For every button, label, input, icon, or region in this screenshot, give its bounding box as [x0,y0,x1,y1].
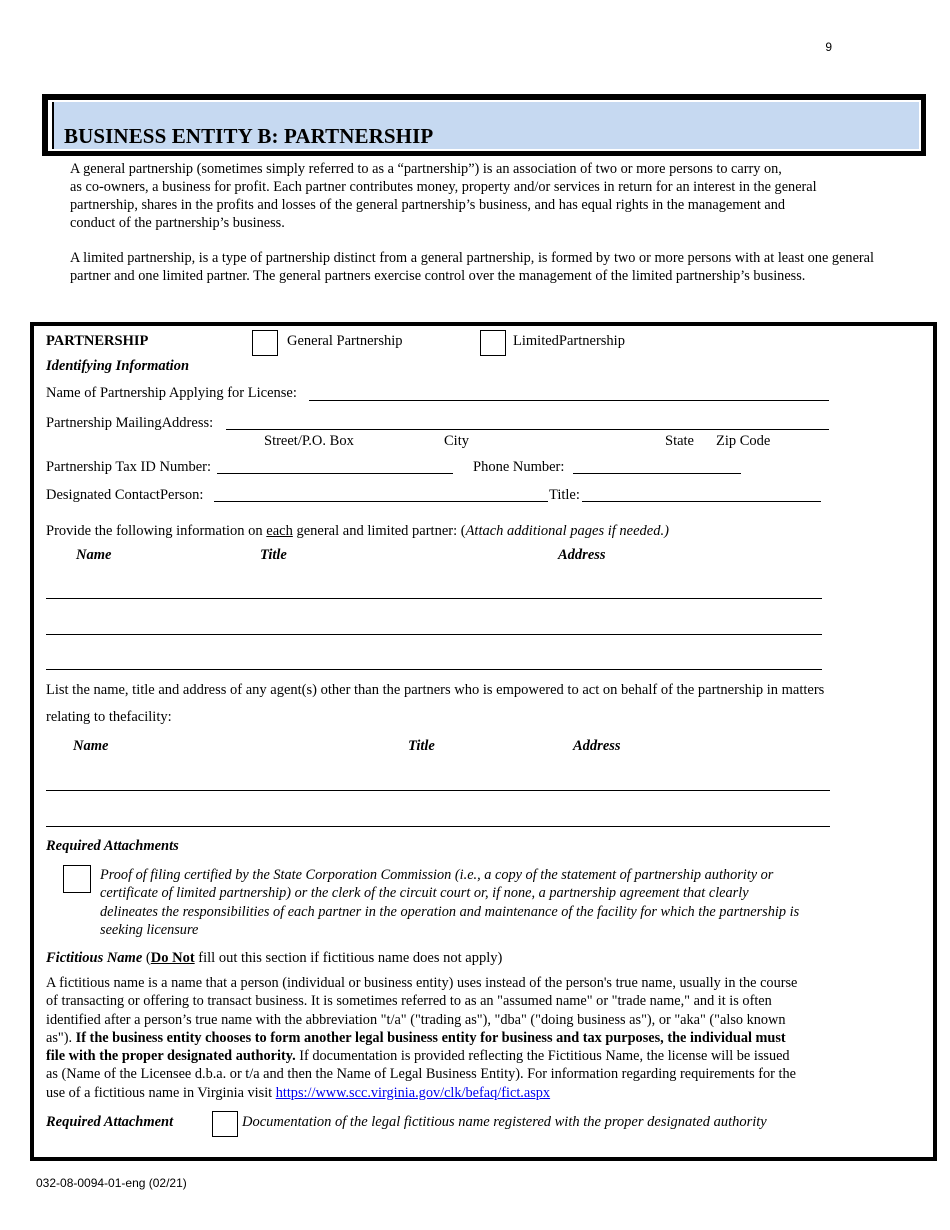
general-partnership-label: General Partnership [287,333,403,349]
fictitious-documentation-text: Documentation of the legal fictitious name registered with the proper designated authority [242,1114,767,1130]
phone-field[interactable] [573,473,741,474]
partners-prompt-emph: each [266,523,293,539]
agents-prompt-line2: relating to thefacility: [46,709,172,725]
partners-prompt [46,523,669,540]
phone-label: Phone Number: [473,459,565,475]
scc-fictitious-name-link[interactable]: https://www.scc.virginia.gov/clk/befaq/fict.aspx [275,1084,551,1101]
intro-line: as co-owners, a business for profit. Each partner contributes money, property and/or services in return for an interest in the general [70,179,817,195]
intro-line: conduct of the partnership’s business. [70,215,285,231]
city-sublabel: City [444,433,469,449]
partner-entry-line[interactable] [46,669,822,670]
limited-partnership-label: LimitedPartnership [513,333,625,349]
section-banner-fill [52,102,919,149]
mailing-address-field[interactable] [226,429,829,430]
fictitious-name-heading-row [46,950,502,967]
tax-id-field[interactable] [217,473,453,474]
required-attachments-heading: Required Attachments [46,838,179,854]
agent-entry-line[interactable] [46,790,830,791]
agents-col-address: Address [573,738,621,754]
required-attachment-label: Required Attachment [46,1114,174,1130]
agents-prompt-line1: List the name, title and address of any agent(s) other than the partners who is empowered to act on behalf of the partnership in matters [46,682,825,698]
partners-col-address: Address [558,547,606,563]
fictitious-rest: fill out this section if fictitious name does not apply) [194,950,503,966]
fictitious-line7-plain: use of a fictitious name in Virginia visit [46,1084,276,1101]
partners-prompt-prefix: Provide the following information on [46,523,267,539]
partners-prompt-middle: general and limited partner: ( [292,523,466,539]
general-partnership-checkbox[interactable] [252,330,278,356]
state-sublabel: State [665,433,694,449]
partnership-heading: PARTNERSHIP [46,333,149,349]
intro-line: A general partnership (sometimes simply referred to as a “partnership”) is an association of two or more persons to carry on, [70,161,782,177]
fictitious-line: as (Name of the Licensee d.b.a. or t/a and then the Name of Legal Business Entity). For information regarding requirements for the [46,1066,796,1083]
contact-title-field[interactable] [582,501,821,502]
contact-person-field[interactable] [214,501,548,502]
fictitious-name-description [46,974,846,1102]
mailing-address-label: Partnership MailingAddress: [46,415,214,431]
attachment-line: delineates the responsibilities of each partner in the operation and maintenance of the facility for which the partnership is [100,903,800,920]
tax-id-label: Partnership Tax ID Number: [46,459,212,475]
zip-sublabel: Zip Code [716,433,771,449]
agents-col-title: Title [408,738,435,754]
partners-col-name: Name [76,547,112,563]
partners-col-title: Title [260,547,287,563]
fictitious-do-not: Do Not [150,950,195,966]
contact-person-label: Designated ContactPerson: [46,487,204,503]
identifying-information-heading: Identifying Information [46,358,190,374]
contact-title-label: Title: [549,487,580,503]
fictitious-line5-plain: If documentation is provided reflecting the Fictitious Name, the license will be issued [295,1048,790,1065]
fictitious-line4-bold: If the business entity chooses to form another legal business entity for business and tax purposes, the individual must [75,1029,786,1046]
fictitious-documentation-checkbox[interactable] [212,1111,238,1137]
agents-col-name: Name [73,738,109,754]
fictitious-open-paren: ( [142,950,151,966]
partner-entry-line[interactable] [46,598,822,599]
form-code-footer: 032-08-0094-01-eng (02/21) [36,1176,187,1190]
section-banner [42,94,926,156]
partners-prompt-note: Attach additional pages if needed.) [465,523,669,539]
attachment-line: Proof of filing certified by the State Corporation Commission (i.e., a copy of the statement of partnership authority or [100,867,774,883]
street-sublabel: Street/P.O. Box [264,433,354,449]
fictitious-name-heading: Fictitious Name [46,950,143,966]
intro-paragraph-general [70,160,874,232]
attachment-line: seeking licensure [100,921,199,938]
attachment-line: certificate of limited partnership) or the clerk of the circuit court or, if none, a partnership agreement that clearly [100,885,749,902]
proof-of-filing-text [100,866,845,939]
partnership-name-label: Name of Partnership Applying for License: [46,385,297,401]
fictitious-line5-bold: file with the proper designated authority. [46,1048,296,1065]
agent-entry-line[interactable] [46,826,830,827]
partner-entry-line[interactable] [46,634,822,635]
partnership-name-field[interactable] [309,400,829,401]
page-number: 9 [825,40,832,54]
limited-partnership-checkbox[interactable] [480,330,506,356]
fictitious-line [46,1029,846,1047]
section-title: BUSINESS ENTITY B: PARTNERSHIP [64,124,434,148]
intro-paragraph-limited: A limited partnership, is a type of partnership distinct from a general partnership, is formed by two or more persons with at least one general partner and one limited partner. The general partners exercise control over the management of the limited partnership’s business. [70,250,874,284]
fictitious-line: of transacting or offering to transact business. It is sometimes referred to as an "assumed name" or "trade name," and it is often [46,993,772,1010]
fictitious-line [46,1084,846,1102]
fictitious-line4-plain: as"). [46,1029,76,1046]
proof-of-filing-checkbox[interactable] [63,865,91,893]
fictitious-line: identified after a person’s true name with the abbreviation "t/a" ("trading as"), "dba" ("doing business as"), or "aka" ("also known [46,1011,786,1028]
fictitious-line: A fictitious name is a name that a person (individual or business entity) uses instead of the person's true name, usually in the course [46,975,798,991]
intro-line: partnership, shares in the profits and losses of the general partnership’s business, and has equal rights in the management and [70,197,786,213]
fictitious-line [46,1047,846,1065]
